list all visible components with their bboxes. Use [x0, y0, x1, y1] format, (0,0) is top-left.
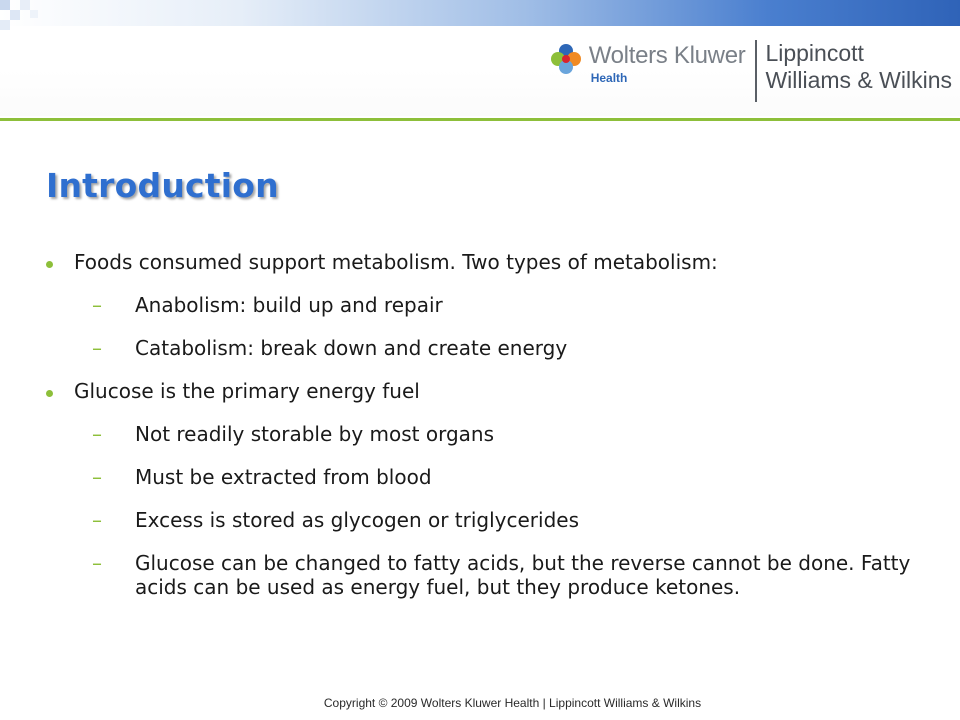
sub-bullet-item — [44, 551, 934, 599]
wolters-kluwer-name: Wolters Kluwer — [588, 42, 746, 69]
publisher-logo — [549, 36, 952, 106]
dash-icon: – — [92, 336, 102, 360]
sub-bullet-item — [44, 293, 934, 317]
sub-bullet-text: Not readily storable by most organs — [135, 422, 495, 446]
wolters-kluwer-wordmark — [589, 42, 746, 86]
lww-wordmark — [765, 40, 952, 94]
bullet-item — [44, 250, 934, 274]
sub-bullet-text: Excess is stored as glycogen or triglycerides — [135, 508, 580, 532]
bullet-item — [44, 379, 934, 403]
bullet-text: Glucose is the primary energy fuel — [74, 379, 420, 403]
dash-icon: – — [92, 293, 102, 317]
bullet-text: Foods consumed support metabolism. Two types of metabolism: — [74, 250, 718, 274]
sub-bullet-item — [44, 336, 934, 360]
lww-line-2: Williams & Wilkins — [765, 67, 952, 93]
bullet-dot-icon — [46, 390, 53, 397]
dash-icon: – — [92, 551, 102, 575]
dash-icon: – — [92, 508, 102, 532]
sub-bullet-text: Must be extracted from blood — [135, 465, 432, 489]
wolters-kluwer-health: Health — [590, 71, 628, 85]
dash-icon: – — [92, 422, 102, 446]
header-band — [0, 0, 960, 116]
sub-bullet-item — [44, 422, 934, 446]
wolters-kluwer-globe-icon — [549, 42, 583, 76]
sub-bullet-text: Anabolism: build up and repair — [135, 293, 443, 317]
header-gradient-bar — [0, 0, 960, 26]
sub-bullet-text: Glucose can be changed to fatty acids, but the reverse cannot be done. Fatty acids can be used as energy fuel, but they produce ketones. — [135, 551, 911, 599]
sub-bullet-text: Catabolism: break down and create energy — [135, 336, 568, 360]
sub-bullet-item — [44, 465, 934, 489]
slide-title: Introduction — [46, 166, 279, 205]
sub-bullet-item — [44, 508, 934, 532]
logo-divider — [755, 40, 757, 102]
header-pixel-decoration — [0, 0, 60, 40]
bullet-list — [44, 250, 934, 618]
copyright-footer — [0, 696, 960, 710]
header-rule — [0, 118, 960, 121]
bullet-dot-icon — [46, 261, 53, 268]
dash-icon: – — [92, 465, 102, 489]
copyright-text: Copyright © 2009 Wolters Kluwer Health | Lippincott Williams & Wilkins — [323, 696, 702, 710]
lww-line-1: Lippincott — [765, 40, 864, 66]
